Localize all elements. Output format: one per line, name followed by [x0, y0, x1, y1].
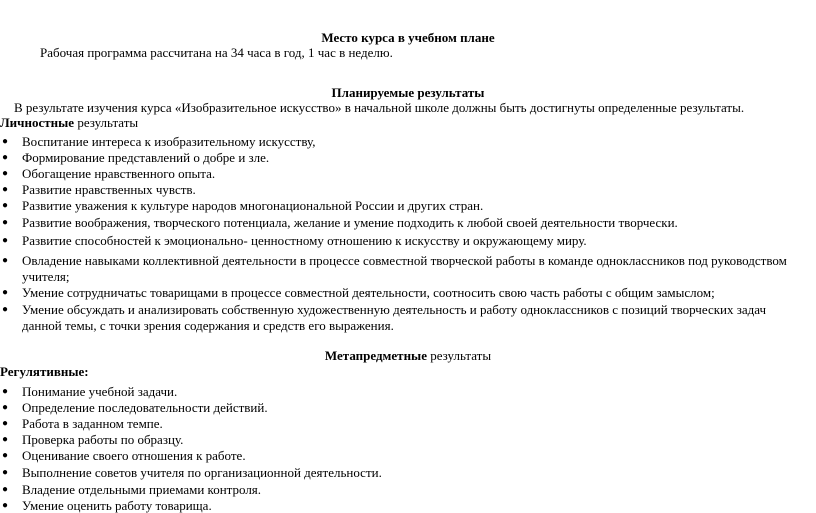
bullet-icon: ●: [2, 184, 9, 195]
bullet-icon: ●: [2, 136, 9, 147]
list-item-text: Формирование представлений о добре и зле.: [22, 150, 270, 165]
list-item-text: Владение отдельными приемами контроля.: [22, 482, 262, 497]
personal-results-label-bold: Личностные: [0, 115, 75, 130]
list-item-text: Овладение навыками коллективной деятельности в процессе совместной творческой работы в команде одноклассников под руководством: [22, 253, 787, 268]
bullet-icon: ●: [2, 434, 9, 445]
list-item: [0, 302, 816, 336]
course-place-heading: Место курса в учебном плане: [321, 30, 495, 45]
list-item-text: Воспитание интереса к изобразительному искусству,: [22, 134, 316, 149]
bullet-icon: ●: [2, 418, 9, 429]
bullet-icon: ●: [2, 402, 9, 413]
list-item-text: Умение сотрудничатьс товарищами в процессе совместной деятельности, соотносить свою часть работы с общим замыслом;: [22, 285, 715, 300]
metasubject-heading-rest: результаты: [426, 348, 492, 363]
list-item-text-continued: учителя;: [22, 269, 70, 284]
bullet-icon: ●: [2, 200, 9, 211]
list-item-text: Развитие уважения к культуре народов многонациональной России и других стран.: [22, 198, 484, 213]
bullet-icon: ●: [2, 500, 9, 511]
list-item-text: Развитие воображения, творческого потенциала, желание и умение подходить к любой своей деятельности творчески.: [22, 215, 678, 230]
list-item-text: Оценивание своего отношения к работе.: [22, 448, 246, 463]
personal-results-label-rest: результаты: [74, 115, 139, 130]
list-item-text: Проверка работы по образцу.: [22, 432, 184, 447]
planned-results-heading: Планируемые результаты: [331, 85, 485, 100]
personal-results-label: [0, 115, 138, 131]
bullet-icon: ●: [2, 386, 9, 397]
bullet-icon: ●: [2, 217, 9, 228]
bullet-icon: ●: [2, 450, 9, 461]
list-item-text: Понимание учебной задачи.: [22, 384, 178, 399]
bullet-icon: ●: [2, 467, 9, 478]
list-item-text: Обогащение нравственного опыта.: [22, 166, 216, 181]
bullet-icon: ●: [2, 484, 9, 495]
bullet-icon: ●: [2, 304, 9, 315]
bullet-icon: ●: [2, 168, 9, 179]
list-item-text-continued: данной темы, с точки зрения содержания и средств его выражения.: [22, 318, 394, 333]
list-item-text: Умение обсуждать и анализировать собственную художественную деятельность и работу одноклассников с позиций творческих задач: [22, 302, 767, 317]
bullet-icon: ●: [2, 287, 9, 298]
bullet-icon: ●: [2, 235, 9, 246]
list-item-text: Работа в заданном темпе.: [22, 416, 163, 431]
list-item: [0, 253, 816, 287]
planned-results-intro: В результате изучения курса «Изобразительное искусство» в начальной школе должны быть достигнуты определенные результаты.: [14, 100, 745, 115]
metasubject-results-heading: [0, 348, 816, 364]
list-item-text: Развитие нравственных чувств.: [22, 182, 196, 197]
regulatory-label: Регулятивные:: [0, 364, 89, 379]
bullet-icon: ●: [2, 152, 9, 163]
metasubject-heading-bold: Метапредметные: [324, 348, 427, 363]
list-item-text: Умение оценить работу товарища.: [22, 498, 212, 513]
list-item-text: Определение последовательности действий.: [22, 400, 268, 415]
bullet-icon: ●: [2, 255, 9, 266]
list-item-text: Выполнение советов учителя по организационной деятельности.: [22, 465, 382, 480]
list-item-text: Развитие способностей к эмоционально- ценностному отношению к искусству и окружающему миру.: [22, 233, 587, 248]
course-hours-paragraph: Рабочая программа рассчитана на 34 часа в год, 1 час в неделю.: [40, 45, 393, 60]
